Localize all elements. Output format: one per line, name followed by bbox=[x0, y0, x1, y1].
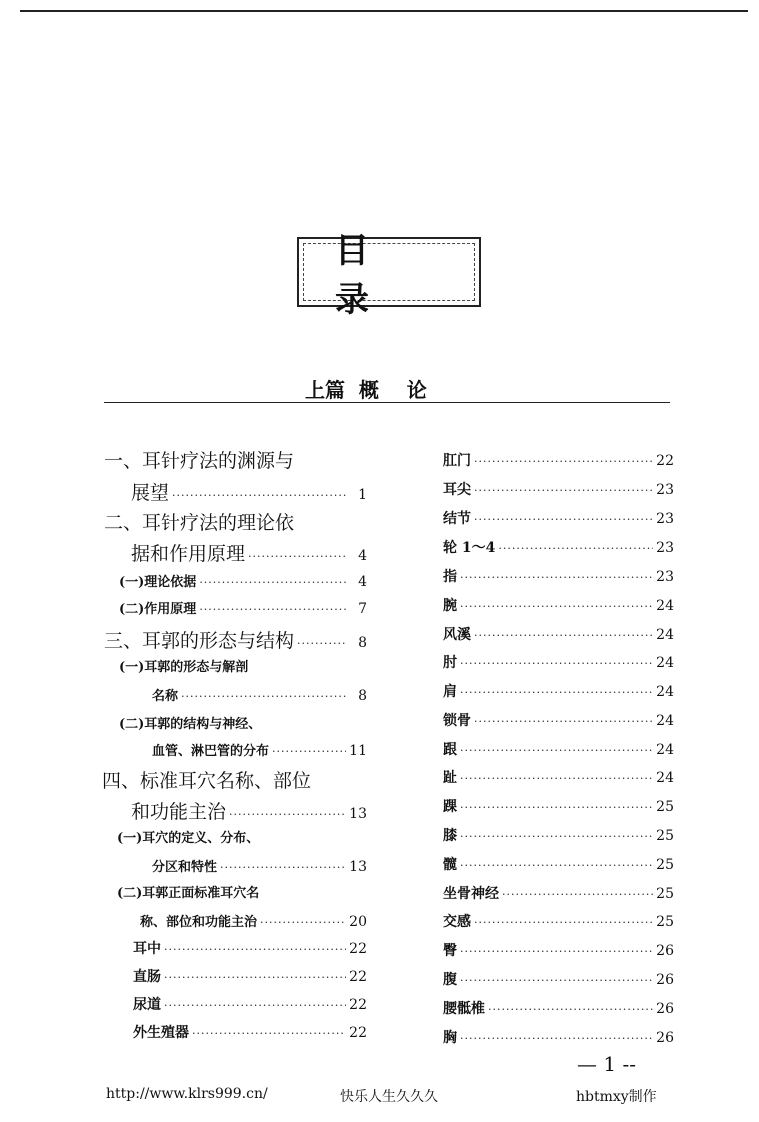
toc-entry-page: 7 bbox=[358, 601, 367, 617]
leader-dots bbox=[172, 489, 346, 502]
toc-entry[interactable] bbox=[117, 882, 379, 901]
toc-entry[interactable] bbox=[443, 883, 674, 903]
toc-entry-page: 23 bbox=[656, 540, 674, 556]
toc-entry[interactable] bbox=[104, 446, 366, 473]
toc-entry[interactable] bbox=[133, 1022, 367, 1042]
toc-entry[interactable] bbox=[131, 797, 367, 824]
toc-entry-label: 趾 bbox=[443, 770, 457, 786]
toc-entry-page: 13 bbox=[349, 859, 367, 875]
toc-entry-label: 腰骶椎 bbox=[443, 1001, 485, 1017]
toc-entry-label: 跟 bbox=[443, 742, 457, 758]
leader-dots bbox=[474, 513, 653, 526]
toc-entry-label: 称、部位和功能主治 bbox=[140, 915, 258, 930]
toc-entry-label: 臀 bbox=[443, 943, 457, 959]
leader-dots bbox=[192, 1027, 346, 1040]
toc-entry[interactable] bbox=[131, 539, 367, 566]
toc-entry[interactable] bbox=[443, 681, 674, 701]
leader-dots bbox=[181, 690, 346, 703]
toc-entry-page: 25 bbox=[656, 828, 674, 844]
toc-entry-page: 26 bbox=[656, 972, 674, 988]
leader-dots bbox=[460, 686, 653, 699]
toc-entry[interactable] bbox=[443, 710, 674, 730]
footer-maker: hbtmxy制作 bbox=[576, 1089, 657, 1105]
toc-entry-page: 23 bbox=[656, 569, 674, 585]
leader-dots bbox=[460, 772, 653, 785]
toc-entry[interactable] bbox=[152, 685, 367, 704]
toc-entry[interactable] bbox=[152, 856, 367, 875]
toc-entry-label: 坐骨神经 bbox=[443, 886, 499, 902]
leader-dots bbox=[199, 603, 346, 616]
footer-url[interactable]: http://www.klrs999.cn/ bbox=[106, 1086, 268, 1102]
leader-dots bbox=[248, 550, 346, 563]
leader-dots bbox=[474, 715, 653, 728]
toc-entry-label: 踝 bbox=[443, 799, 457, 815]
toc-entry[interactable] bbox=[119, 713, 381, 732]
toc-entry[interactable] bbox=[443, 998, 674, 1018]
toc-entry-label: 尿道 bbox=[133, 997, 161, 1013]
toc-entry[interactable] bbox=[133, 966, 367, 986]
toc-entry-page: 13 bbox=[349, 806, 367, 822]
toc-entry-page: 22 bbox=[656, 453, 674, 469]
toc-entry-page: 24 bbox=[656, 598, 674, 614]
toc-entry-label: 肘 bbox=[443, 655, 457, 671]
toc-entry-label: (一)理论依据 bbox=[119, 575, 197, 590]
leader-dots bbox=[502, 888, 653, 901]
leader-dots bbox=[460, 801, 653, 814]
toc-entry-label: 轮 1～4 bbox=[443, 540, 496, 556]
toc-entry-label: 分区和特性 bbox=[152, 860, 218, 875]
toc-entry-label: 膝 bbox=[443, 828, 457, 844]
section-heading: 上篇 概 论 bbox=[305, 378, 427, 402]
toc-entry[interactable] bbox=[443, 796, 674, 816]
toc-entry-page: 22 bbox=[349, 941, 367, 957]
leader-dots bbox=[460, 830, 653, 843]
leader-dots bbox=[460, 657, 653, 670]
toc-entry-label: 风溪 bbox=[443, 627, 471, 643]
toc-entry-label: 髋 bbox=[443, 857, 457, 873]
toc-entry-page: 24 bbox=[656, 742, 674, 758]
toc-entry-page: 26 bbox=[656, 943, 674, 959]
toc-entry[interactable] bbox=[443, 940, 674, 960]
toc-entry[interactable] bbox=[443, 624, 674, 644]
leader-dots bbox=[272, 745, 346, 758]
toc-entry-page: 24 bbox=[656, 713, 674, 729]
toc-entry-label: 血管、淋巴管的分布 bbox=[152, 744, 270, 759]
toc-entry-page: 24 bbox=[656, 655, 674, 671]
toc-entry[interactable] bbox=[443, 854, 674, 874]
toc-entry[interactable] bbox=[133, 938, 367, 958]
leader-dots bbox=[199, 576, 346, 589]
toc-entry[interactable] bbox=[443, 767, 674, 787]
toc-entry[interactable] bbox=[443, 595, 674, 615]
toc-entry-page: 8 bbox=[358, 635, 367, 651]
leader-dots bbox=[474, 455, 653, 468]
toc-entry[interactable] bbox=[119, 571, 367, 590]
toc-entry[interactable] bbox=[443, 566, 674, 586]
toc-entry[interactable] bbox=[119, 656, 381, 675]
section-rule bbox=[104, 402, 670, 403]
toc-entry[interactable] bbox=[443, 508, 674, 528]
toc-entry-label: (一)耳穴的定义、分布、 bbox=[117, 831, 260, 846]
toc-entry-label: 四、标准耳穴名称、部位 bbox=[102, 770, 312, 792]
toc-entry-label: 名称 bbox=[152, 689, 179, 704]
toc-entry[interactable] bbox=[443, 479, 674, 499]
toc-entry[interactable] bbox=[443, 450, 674, 470]
toc-entry-label: 指 bbox=[443, 569, 457, 585]
page-title: 目 录 bbox=[335, 231, 405, 320]
leader-dots bbox=[260, 916, 346, 929]
toc-entry-page: 1 bbox=[358, 487, 367, 503]
toc-entry-label: (二)耳郭的结构与神经、 bbox=[119, 717, 262, 732]
leader-dots bbox=[460, 974, 653, 987]
top-rule bbox=[20, 10, 748, 12]
leader-dots bbox=[164, 999, 346, 1012]
toc-entry-page: 11 bbox=[349, 743, 367, 759]
toc-entry-label: 肩 bbox=[443, 684, 457, 700]
toc-entry-label: 交感 bbox=[443, 914, 471, 930]
leader-dots bbox=[460, 945, 653, 958]
toc-entry[interactable] bbox=[117, 827, 379, 846]
toc-entry-page: 24 bbox=[656, 770, 674, 786]
toc-entry-page: 23 bbox=[656, 511, 674, 527]
toc-entry-page: 22 bbox=[349, 1025, 367, 1041]
toc-entry[interactable] bbox=[102, 766, 364, 793]
leader-dots bbox=[460, 1032, 653, 1045]
toc-entry-page: 22 bbox=[349, 997, 367, 1013]
leader-dots bbox=[498, 542, 653, 555]
leader-dots bbox=[229, 808, 346, 821]
toc-entry[interactable] bbox=[131, 478, 367, 505]
toc-entry-page: 23 bbox=[656, 482, 674, 498]
toc-entry-label: 直肠 bbox=[133, 969, 161, 985]
leader-dots bbox=[488, 1003, 653, 1016]
title-box bbox=[297, 231, 481, 320]
toc-entry[interactable] bbox=[119, 598, 367, 617]
toc-entry-page: 22 bbox=[349, 969, 367, 985]
toc-entry[interactable] bbox=[104, 508, 366, 535]
toc-entry[interactable] bbox=[140, 911, 367, 930]
toc-entry-page: 4 bbox=[358, 574, 367, 590]
toc-entry[interactable] bbox=[443, 825, 674, 845]
leader-dots bbox=[474, 629, 653, 642]
toc-entry-label: 二、耳针疗法的理论依 bbox=[104, 512, 295, 534]
toc-entry-label: (二)耳郭正面标准耳穴名 bbox=[117, 886, 260, 901]
toc-entry-page: 25 bbox=[656, 799, 674, 815]
toc-entry-label: 腹 bbox=[443, 972, 457, 988]
toc-entry-label: 外生殖器 bbox=[133, 1025, 189, 1041]
toc-entry-page: 25 bbox=[656, 886, 674, 902]
toc-entry-label: 耳中 bbox=[133, 941, 161, 957]
toc-entry-page: 25 bbox=[656, 914, 674, 930]
toc-entry-label: 结节 bbox=[443, 511, 471, 527]
toc-entry[interactable] bbox=[443, 739, 674, 759]
toc-entry[interactable] bbox=[104, 626, 367, 653]
toc-entry-page: 25 bbox=[656, 857, 674, 873]
leader-dots bbox=[220, 861, 346, 874]
leader-dots bbox=[460, 859, 653, 872]
toc-entry-label: (一)耳郭的形态与解剖 bbox=[119, 660, 249, 675]
toc-entry[interactable] bbox=[133, 994, 367, 1014]
footer-slogan: 快乐人生久久久 bbox=[340, 1089, 438, 1105]
toc-entry-page: 8 bbox=[358, 688, 367, 704]
toc-entry-page: 20 bbox=[349, 914, 367, 930]
toc-entry[interactable] bbox=[152, 740, 367, 759]
toc-entry-page: 24 bbox=[656, 627, 674, 643]
toc-entry-label: 一、耳针疗法的渊源与 bbox=[104, 450, 295, 472]
toc-entry-page: 4 bbox=[358, 548, 367, 564]
toc-entry-label: 据和作用原理 bbox=[131, 543, 246, 565]
toc-entry-label: 肛门 bbox=[443, 453, 471, 469]
toc-entry-page: 26 bbox=[656, 1001, 674, 1017]
leader-dots bbox=[460, 600, 653, 613]
toc-entry[interactable] bbox=[443, 537, 674, 557]
toc-entry-label: 耳尖 bbox=[443, 482, 471, 498]
leader-dots bbox=[460, 571, 653, 584]
leader-dots bbox=[164, 971, 346, 984]
page-number: — 1 -- bbox=[577, 1052, 636, 1076]
toc-entry-label: (二)作用原理 bbox=[119, 602, 197, 617]
toc-entry[interactable] bbox=[443, 969, 674, 989]
toc-entry[interactable] bbox=[443, 1027, 674, 1047]
leader-dots bbox=[474, 484, 653, 497]
toc-entry-label: 胸 bbox=[443, 1030, 457, 1046]
leader-dots bbox=[474, 916, 653, 929]
toc-entry-page: 24 bbox=[656, 684, 674, 700]
toc-entry[interactable] bbox=[443, 911, 674, 931]
leader-dots bbox=[460, 744, 653, 757]
toc-entry-label: 三、耳郭的形态与结构 bbox=[104, 630, 295, 652]
toc-entry-label: 锁骨 bbox=[443, 713, 471, 729]
toc-entry-label: 腕 bbox=[443, 598, 457, 614]
toc-entry[interactable] bbox=[443, 652, 674, 672]
toc-entry-label: 和功能主治 bbox=[131, 801, 227, 823]
toc-entry-label: 展望 bbox=[131, 482, 170, 504]
leader-dots bbox=[297, 637, 346, 650]
leader-dots bbox=[164, 943, 346, 956]
toc-entry-page: 26 bbox=[656, 1030, 674, 1046]
